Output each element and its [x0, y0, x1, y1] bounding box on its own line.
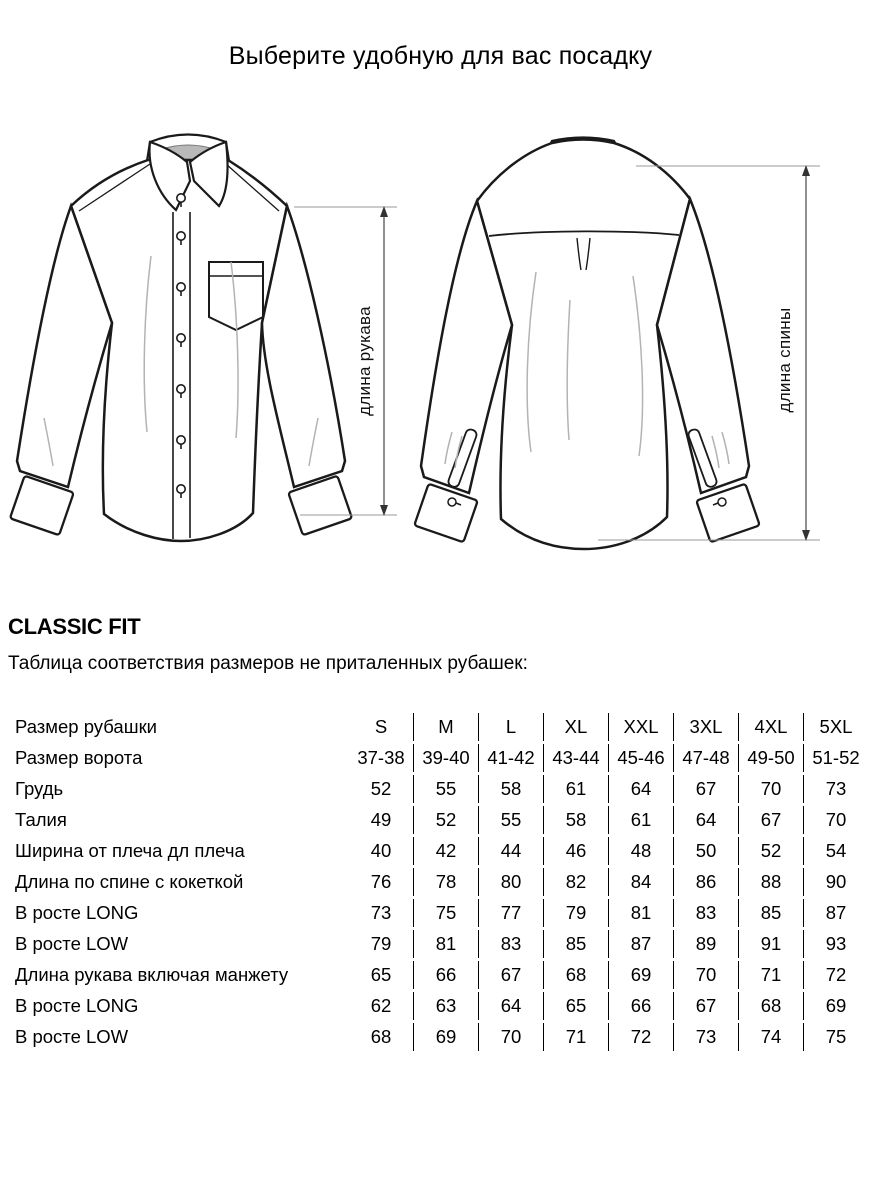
- size-value-cell: 69: [609, 961, 674, 989]
- size-value-cell: 81: [609, 899, 674, 927]
- size-value-cell: M: [414, 713, 479, 741]
- size-value-cell: 80: [479, 868, 544, 896]
- size-value-cell: 47-48: [674, 744, 739, 772]
- sleeve-length-arrowhead-bottom: [380, 505, 388, 516]
- size-value-cell: 70: [739, 775, 804, 803]
- table-row: [8, 899, 868, 927]
- size-value-cell: 49-50: [739, 744, 804, 772]
- size-value-cell: 65: [544, 992, 609, 1020]
- size-value-cell: 51-52: [812, 746, 860, 768]
- size-value-cell: 42: [414, 837, 479, 865]
- size-value-cell: L: [479, 713, 544, 741]
- size-value-cell: 55: [479, 806, 544, 834]
- size-value-cell: 68: [739, 992, 804, 1020]
- shirt-back-drawing: [414, 138, 759, 550]
- size-value-cell: 87: [825, 901, 847, 923]
- size-value-cell: 3XL: [674, 713, 739, 741]
- size-value-cell: XXL: [609, 713, 674, 741]
- size-value-cell: 43-44: [544, 744, 609, 772]
- size-value-cell: 83: [479, 930, 544, 958]
- size-value-cell: 39-40: [414, 744, 479, 772]
- size-value-cell: 81: [414, 930, 479, 958]
- table-row: [8, 961, 868, 989]
- table-row: [8, 930, 868, 958]
- size-value-cell: 5XL: [819, 715, 853, 737]
- size-value-cell: 4XL: [739, 713, 804, 741]
- size-value-cell: 67: [674, 775, 739, 803]
- row-label: В росте LONG: [15, 901, 139, 923]
- size-value-cell: 65: [349, 961, 414, 989]
- size-value-cell: 61: [609, 806, 674, 834]
- fit-section-heading: CLASSIC FIT: [8, 614, 141, 639]
- size-value-cell: 54: [825, 839, 847, 861]
- size-value-cell: 69: [825, 994, 847, 1016]
- table-row: [8, 744, 868, 772]
- table-row: [8, 837, 868, 865]
- size-value-cell: 79: [349, 930, 414, 958]
- size-value-cell: 67: [479, 961, 544, 989]
- row-label: В росте LONG: [15, 994, 139, 1016]
- size-value-cell: 67: [674, 992, 739, 1020]
- size-value-cell: 73: [349, 899, 414, 927]
- size-value-cell: 64: [609, 775, 674, 803]
- back-length-label: длина спины: [775, 307, 794, 413]
- size-value-cell: 75: [414, 899, 479, 927]
- size-value-cell: 69: [414, 1023, 479, 1051]
- row-label: Талия: [15, 808, 67, 830]
- size-value-cell: XL: [544, 713, 609, 741]
- size-value-cell: 87: [609, 930, 674, 958]
- size-value-cell: 86: [674, 868, 739, 896]
- size-value-cell: 82: [544, 868, 609, 896]
- size-value-cell: 75: [825, 1025, 847, 1047]
- back-length-arrowhead-top: [802, 165, 810, 176]
- size-value-cell: 71: [739, 961, 804, 989]
- size-value-cell: 67: [739, 806, 804, 834]
- size-value-cell: 64: [674, 806, 739, 834]
- page-title: Выберите удобную для вас посадку: [228, 42, 653, 70]
- row-label: Длина рукава включая манжету: [15, 963, 289, 985]
- table-row: [8, 868, 868, 896]
- size-value-cell: 68: [349, 1023, 414, 1051]
- size-value-cell: 83: [674, 899, 739, 927]
- table-row: [8, 775, 868, 803]
- size-value-cell: 71: [544, 1023, 609, 1051]
- table-row: [8, 992, 868, 1020]
- size-value-cell: 58: [479, 775, 544, 803]
- size-value-cell: 76: [349, 868, 414, 896]
- row-label: Размер рубашки: [15, 715, 157, 737]
- size-value-cell: 44: [479, 837, 544, 865]
- row-label: Ширина от плеча дл плеча: [15, 839, 245, 861]
- size-value-cell: 66: [609, 992, 674, 1020]
- size-value-cell: 72: [825, 963, 847, 985]
- size-value-cell: 77: [479, 899, 544, 927]
- size-value-cell: 90: [825, 870, 847, 892]
- size-value-cell: 41-42: [479, 744, 544, 772]
- sleeve-length-arrowhead-top: [380, 206, 388, 217]
- size-value-cell: S: [349, 713, 414, 741]
- shirt-front-drawing: [10, 135, 352, 542]
- size-value-cell: 64: [479, 992, 544, 1020]
- size-value-cell: 66: [414, 961, 479, 989]
- size-value-cell: 78: [414, 868, 479, 896]
- size-value-cell: 37-38: [349, 744, 414, 772]
- size-value-cell: 73: [674, 1023, 739, 1051]
- size-value-cell: 49: [349, 806, 414, 834]
- row-label: Размер ворота: [15, 746, 143, 768]
- sleeve-length-label: длина рукава: [355, 306, 374, 416]
- size-value-cell: 46: [544, 837, 609, 865]
- size-value-cell: 61: [544, 775, 609, 803]
- size-chart-body: [8, 713, 868, 1051]
- size-value-cell: 74: [739, 1023, 804, 1051]
- size-value-cell: 52: [739, 837, 804, 865]
- size-value-cell: 45-46: [609, 744, 674, 772]
- size-value-cell: 48: [609, 837, 674, 865]
- size-value-cell: 89: [674, 930, 739, 958]
- size-value-cell: 70: [479, 1023, 544, 1051]
- back-body: [477, 140, 690, 550]
- size-value-cell: 79: [544, 899, 609, 927]
- size-value-cell: 58: [544, 806, 609, 834]
- size-value-cell: 88: [739, 868, 804, 896]
- size-value-cell: 52: [349, 775, 414, 803]
- row-label: Длина по спине с кокеткой: [15, 870, 244, 892]
- size-value-cell: 63: [414, 992, 479, 1020]
- fit-section-subtitle: Таблица соответствия размеров не приталенных рубашек:: [8, 653, 528, 674]
- row-label: В росте LOW: [15, 932, 129, 954]
- size-value-cell: 70: [825, 808, 847, 830]
- size-value-cell: 85: [739, 899, 804, 927]
- size-value-cell: 55: [414, 775, 479, 803]
- size-value-cell: 70: [674, 961, 739, 989]
- size-value-cell: 52: [414, 806, 479, 834]
- size-value-cell: 50: [674, 837, 739, 865]
- table-row: [8, 806, 868, 834]
- size-value-cell: 84: [609, 868, 674, 896]
- table-row: [8, 1023, 868, 1051]
- size-value-cell: 68: [544, 961, 609, 989]
- size-value-cell: 85: [544, 930, 609, 958]
- size-value-cell: 73: [825, 777, 847, 799]
- back-length-arrowhead-bottom: [802, 530, 810, 541]
- size-value-cell: 91: [739, 930, 804, 958]
- size-value-cell: 72: [609, 1023, 674, 1051]
- size-value-cell: 62: [349, 992, 414, 1020]
- row-label: В росте LOW: [15, 1025, 129, 1047]
- table-row: [8, 713, 868, 741]
- size-value-cell: 40: [349, 837, 414, 865]
- size-chart-table: [8, 710, 868, 1054]
- size-value-cell: 93: [825, 932, 847, 954]
- row-label: Грудь: [15, 777, 64, 799]
